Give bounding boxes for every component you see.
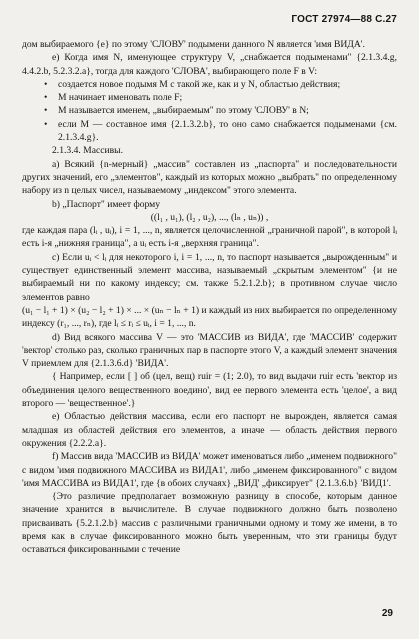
bullet-item: • если M — составное имя {2.1.3.2.b}, то оно само снабжается подыменами {см. 2.1.3.4.g}. <box>44 118 397 145</box>
paragraph: дом выбираемого {e} по этому 'СЛОВУ' подымени данного N является 'имя ВИДА'. <box>22 39 365 50</box>
bullet-item: • создается новое подымя M с такой же, как и у N, областью действия; <box>44 78 397 91</box>
page-body <box>22 38 397 557</box>
paragraph: f) Массив вида 'МАССИВ из ВИДА' может именоваться либо „именем подвижного" с видом 'имя подвижного МАССИВА из ВИДА1', либо „именем фиксированного" с видом 'имя МАССИВА из ВИДА1', где {в обоих случаях} „ВИД' „фиксирует" {2.1.3.6.b} 'ВИД1'. <box>22 451 398 489</box>
paragraph: {Это различие предполагает возможную разницу в способе, которым данное значение хранится в вычислителе. В случае подвижного должно быть позволено присваивать {5.2.1.2.b} массив с различными граничными одному и тому же имени, в то время как в случае фиксированного можно быть уверенным, что эти границы будут оставаться фиксированными с течение <box>22 491 397 556</box>
paragraph: c) Если uᵢ < lᵢ для некоторого i, i = 1, ..., n, то паспорт называется „вырожденным" и существует единственный элемент массива, называемый „скрытым элементом" {и не выбираемый ни по какому индексу; см. также 5.2.1.2.b}; в противном случае число элементов равно <box>22 251 397 303</box>
paragraph: (u₁ − l₁ + 1) × (u₂ − l₂ + 1) × ... × (uₙ − lₙ + 1) и каждый из них выбирается по определенному индексу (r₁, ..., rₙ), где lᵢ ≤ rᵢ ≤ uᵢ, i = 1, ..., n. <box>22 304 397 330</box>
paragraph: { Например, если [ ] об (цел, вещ) ruir = (1; 2.0), то вид выдачи ruir есть 'вектор из объединения целого вещественного воедино', вид ее первого элемента есть 'целое', а вид второго — 'вещественное'.} <box>22 371 397 410</box>
paragraph: e) Областью действия массива, если его паспорт не вырожден, является самая младшая из областей действия его элементов, а иначе — область действия первого окружения {2.2.2.a}. <box>22 411 397 449</box>
paragraph: е) Когда имя N, именующее структуру V, „снабжается подыменами" {2.1.3.4.g, 4.4.2.b, 5.2.3.2.a}, тогда для каждого 'СЛОВА', выбирающего поле F в V: <box>22 52 397 77</box>
paragraph: 2.1.3.4. Массивы. <box>52 145 123 157</box>
paragraph: где каждая пара (lᵢ , uᵢ), i = 1, ..., n, является целочисленной „граничной парой", в которой lᵢ есть i-я „нижняя граница", а uᵢ есть i-я „верхняя граница". <box>22 225 397 250</box>
bullet-item: • M начинает именовать поле F; <box>44 91 397 104</box>
paragraph: b) „Паспорт" имеет форму <box>52 198 161 210</box>
bullet-item: • M называется именем, „выбираемым" по этому 'СЛОВУ' в N; <box>44 104 397 117</box>
paragraph: a) Всякий {n-мерный} „массив" составлен из „паспорта" и последовательности других значений, его „элементов", каждый из которых можно „выбрать" по определенному набору из n целых чисел, называемому „индексом" этого элемента. <box>22 158 397 197</box>
paragraph: ((l₁ , u₁), (l₂ , u₂), ..., (lₙ , uₙ)) , <box>150 211 269 223</box>
page-header: ГОСТ 27974—88 С.27 <box>291 14 397 25</box>
page-number: 29 <box>381 608 393 619</box>
paragraph: d) Вид всякого массива V — это 'МАССИВ из ВИДА', где 'МАССИВ' содержит 'вектор' столько раз, сколько граничных пар в паспорте этого V, а каждый элемент значения V приемлем для {2.1.3.6.d} 'ВИДА'. <box>22 331 397 370</box>
